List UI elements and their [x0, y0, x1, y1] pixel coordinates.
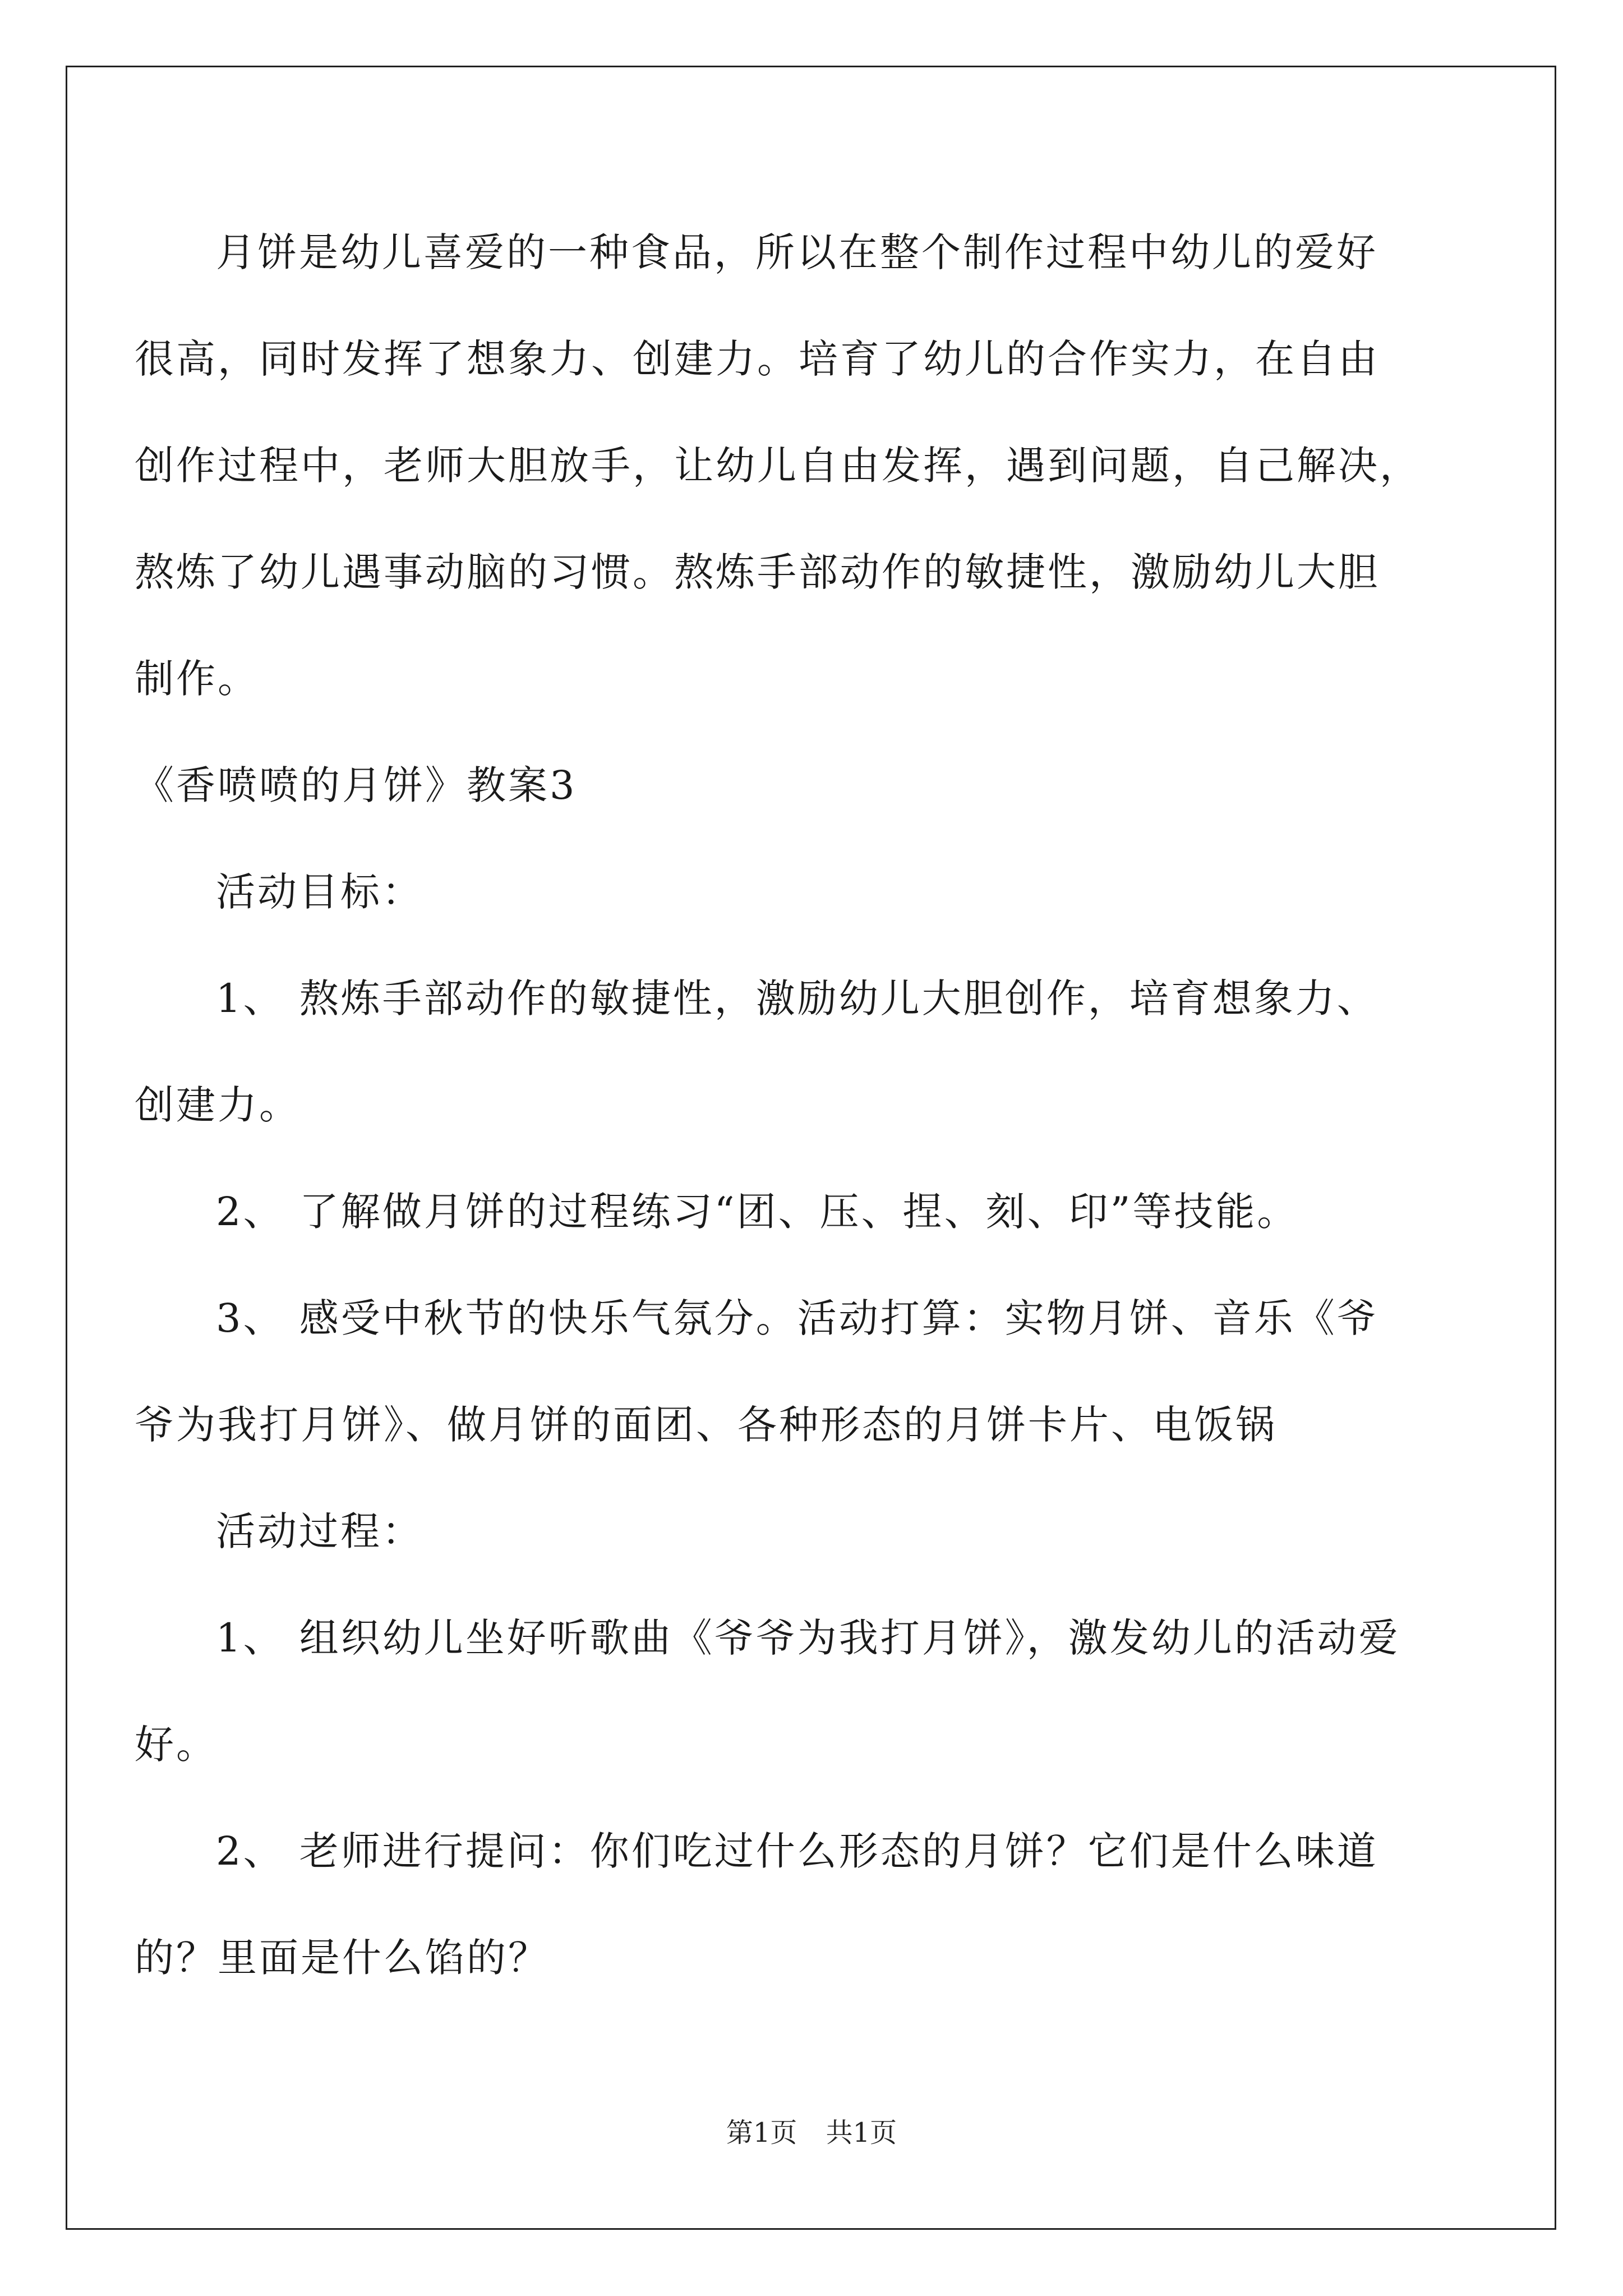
list-item: 2、 老师进行提问：你们吃过什么形态的月饼？它们是什么味道 [216, 1828, 1378, 1874]
paragraph-line: 熬炼了幼儿遇事动脑的习惯。熬炼手部动作的敏捷性，激励幼儿大胆 [135, 549, 1380, 595]
list-item-continued: 创建力。 [135, 1082, 301, 1128]
section-title: 《香喷喷的月饼》教案3 [135, 762, 577, 808]
paragraph-line: 制作。 [135, 656, 259, 702]
paragraph-line: 创作过程中，老师大胆放手，让幼儿自由发挥，遇到问题，自己解决， [135, 443, 1421, 489]
paragraph-line: 月饼是幼儿喜爱的一种食品，所以在整个制作过程中幼儿的爱好 [216, 229, 1378, 275]
subheading-goals: 活动目标： [216, 869, 423, 915]
list-item-continued: 爷为我打月饼》、做月饼的面团、各种形态的月饼卡片、电饭锅 [135, 1402, 1277, 1448]
page-number: 第1页 [726, 2117, 797, 2148]
list-item-continued: 好。 [135, 1722, 218, 1768]
page-border [66, 66, 1556, 2230]
list-item-continued: 的？里面是什么馅的？ [135, 1935, 550, 1981]
paragraph-line: 很高，同时发挥了想象力、创建力。培育了幼儿的合作实力，在自由 [135, 336, 1380, 382]
list-item: 2、 了解做月饼的过程练习“团、压、捏、刻、印”等技能。 [216, 1189, 1299, 1235]
subheading-process: 活动过程： [216, 1508, 423, 1554]
list-item: 3、 感受中秋节的快乐气氛分。活动打算：实物月饼、音乐《爷 [216, 1295, 1378, 1341]
page-total: 共1页 [826, 2117, 897, 2148]
page-footer [0, 2116, 1623, 2150]
list-item: 1、 熬炼手部动作的敏捷性，激励幼儿大胆创作，培育想象力、 [216, 976, 1378, 1022]
list-item: 1、 组织幼儿坐好听歌曲《爷爷为我打月饼》，激发幼儿的活动爱 [216, 1615, 1400, 1661]
